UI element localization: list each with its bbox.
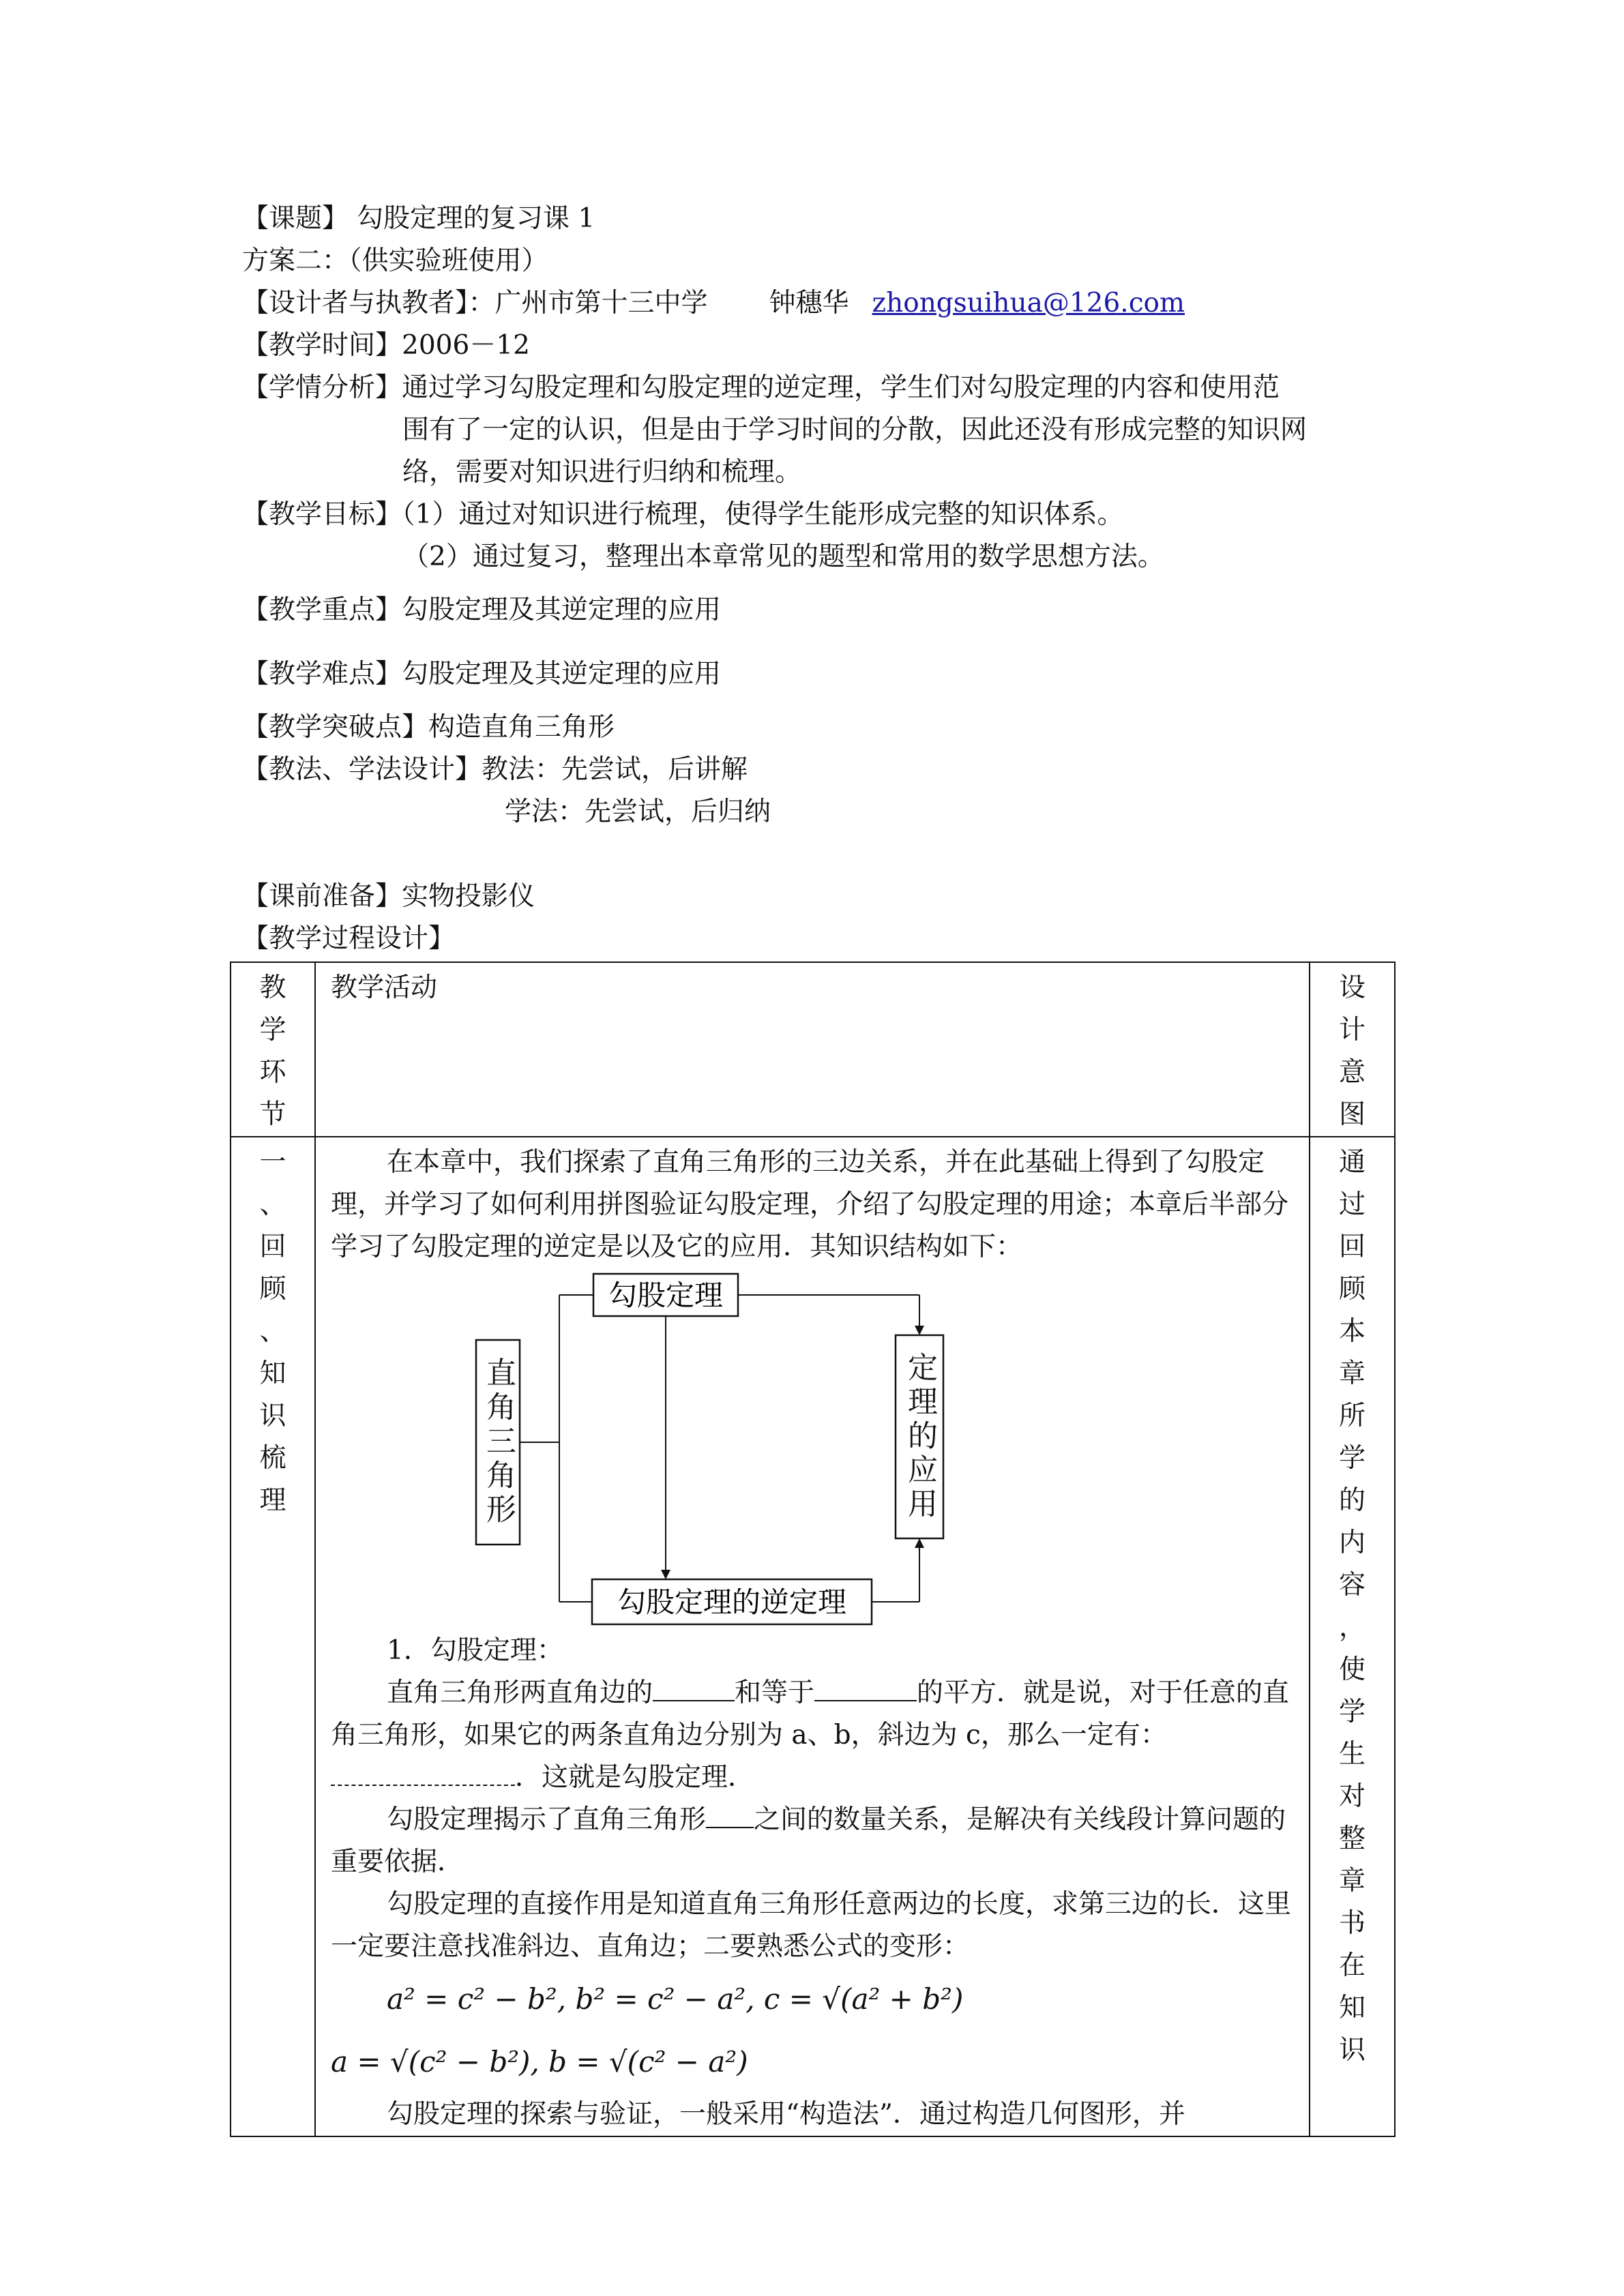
item1-formula-line: ．这就是勾股定理． <box>331 1757 1294 1799</box>
prep-line: 【课前准备】实物投影仪 <box>242 881 535 912</box>
process-title: 【教学过程设计】 <box>242 923 456 954</box>
structure-svg <box>399 1268 1081 1630</box>
knowledge-structure-diagram <box>399 1268 1081 1630</box>
time-line: 【教学时间】2006－12 <box>242 330 530 361</box>
label-converse: 勾股定理的逆定理 <box>617 1585 847 1619</box>
item1-title: 1．勾股定理： <box>387 1635 563 1666</box>
lesson-header <box>242 198 1402 960</box>
label-right-triangle: 直角三角形 <box>481 1357 516 1527</box>
breakthrough-line: 【教学突破点】构造直角三角形 <box>242 712 615 743</box>
email-link[interactable]: zhongsuihua@126.com <box>872 288 1185 318</box>
school-name: 广州市第十三中学 <box>494 288 708 318</box>
formula-line-1: a² = c² − b², b² = c² − a², c = √(a² + b²) <box>387 1982 964 2016</box>
col-intent-header: 设 计 意 图 <box>1310 962 1395 1137</box>
process-table <box>230 961 1396 2137</box>
label-application: 定理的应用 <box>902 1352 937 1522</box>
fill-blank[interactable] <box>814 1680 917 1701</box>
item1-paragraph: 直角三角形两直角边的 和等于 的平方．就是说，对于任意的直角三角形，如果它的两条直角边分别为 a、b，斜边为 c，那么一定有： <box>331 1678 1290 1750</box>
activity-cell <box>315 1137 1310 2136</box>
table-row <box>231 1137 1395 2136</box>
fill-blank[interactable] <box>706 1806 754 1828</box>
fill-blank[interactable] <box>653 1680 735 1701</box>
topic-text: 勾股定理的复习课 1 <box>357 203 595 234</box>
table-header-row <box>231 962 1395 1137</box>
label-theorem: 勾股定理 <box>608 1279 724 1312</box>
item4-paragraph: 勾股定理的探索与验证，一般采用“构造法”．通过构造几何图形，并 <box>387 2099 1185 2130</box>
section-label: 一 、 回 顾 、 知 识 梳 理 <box>231 1137 315 2136</box>
difficulty-line: 【教学难点】勾股定理及其逆定理的应用 <box>242 659 722 689</box>
plan-line: 方案二：（供实验班使用） <box>242 245 548 276</box>
goal-block: 【教学目标】（1）通过对知识进行梳理，使得学生能形成完整的知识体系。 （2）通过复习，整理出本章常见的题型和常用的数学思想方法。 <box>242 499 1164 572</box>
designer-line: 【设计者与执教者】：广州市第十三中学 钟穗华 zhongsuihua@126.com <box>242 288 1185 318</box>
formula-line-2: a = √(c² − b²), b = √(c² − a²) <box>331 2045 748 2078</box>
col-activity-header: 教学活动 <box>315 962 1310 1137</box>
intro-paragraph: 在本章中，我们探索了直角三角形的三边关系，并在此基础上得到了勾股定理，并学习了如何利用拼图验证勾股定理，介绍了勾股定理的用途；本章后半部分学习了勾股定理的逆定是以及它的应用．其知识结构如下： <box>331 1147 1289 1262</box>
item2-paragraph: 勾股定理揭示了直角三角形 之间的数量关系，是解决有关线段计算问题的重要依据． <box>331 1804 1286 1877</box>
col-stage-header: 教 学 环 节 <box>231 962 315 1137</box>
analysis-block: 【学情分析】通过学习勾股定理和勾股定理的逆定理，学生们对勾股定理的内容和使用范 围有了一定的认识，但是由于学习时间的分散，因此还没有形成完整的知识网 络，需要对知识进行归纳和梳理。 <box>242 372 1308 488</box>
topic-line: 【课题】 勾股定理的复习课 1 <box>242 203 595 234</box>
item3-paragraph: 勾股定理的直接作用是知道直角三角形任意两边的长度，求第三边的长．这里一定要注意找准斜边、直角边；二要熟悉公式的变形： <box>331 1889 1292 1962</box>
key-line: 【教学重点】勾股定理及其逆定理的应用 <box>242 595 722 625</box>
teacher-name: 钟穗华 <box>769 288 849 318</box>
fill-blank[interactable] <box>331 1764 515 1786</box>
intent-cell: 通 过 回 顾 本 章 所 学 的 内 容 ， 使 学 生 对 整 章 书 在 知 识 <box>1310 1137 1395 2136</box>
method-block: 【教法、学法设计】教法：先尝试，后讲解 学法：先尝试，后归纳 <box>242 754 771 827</box>
